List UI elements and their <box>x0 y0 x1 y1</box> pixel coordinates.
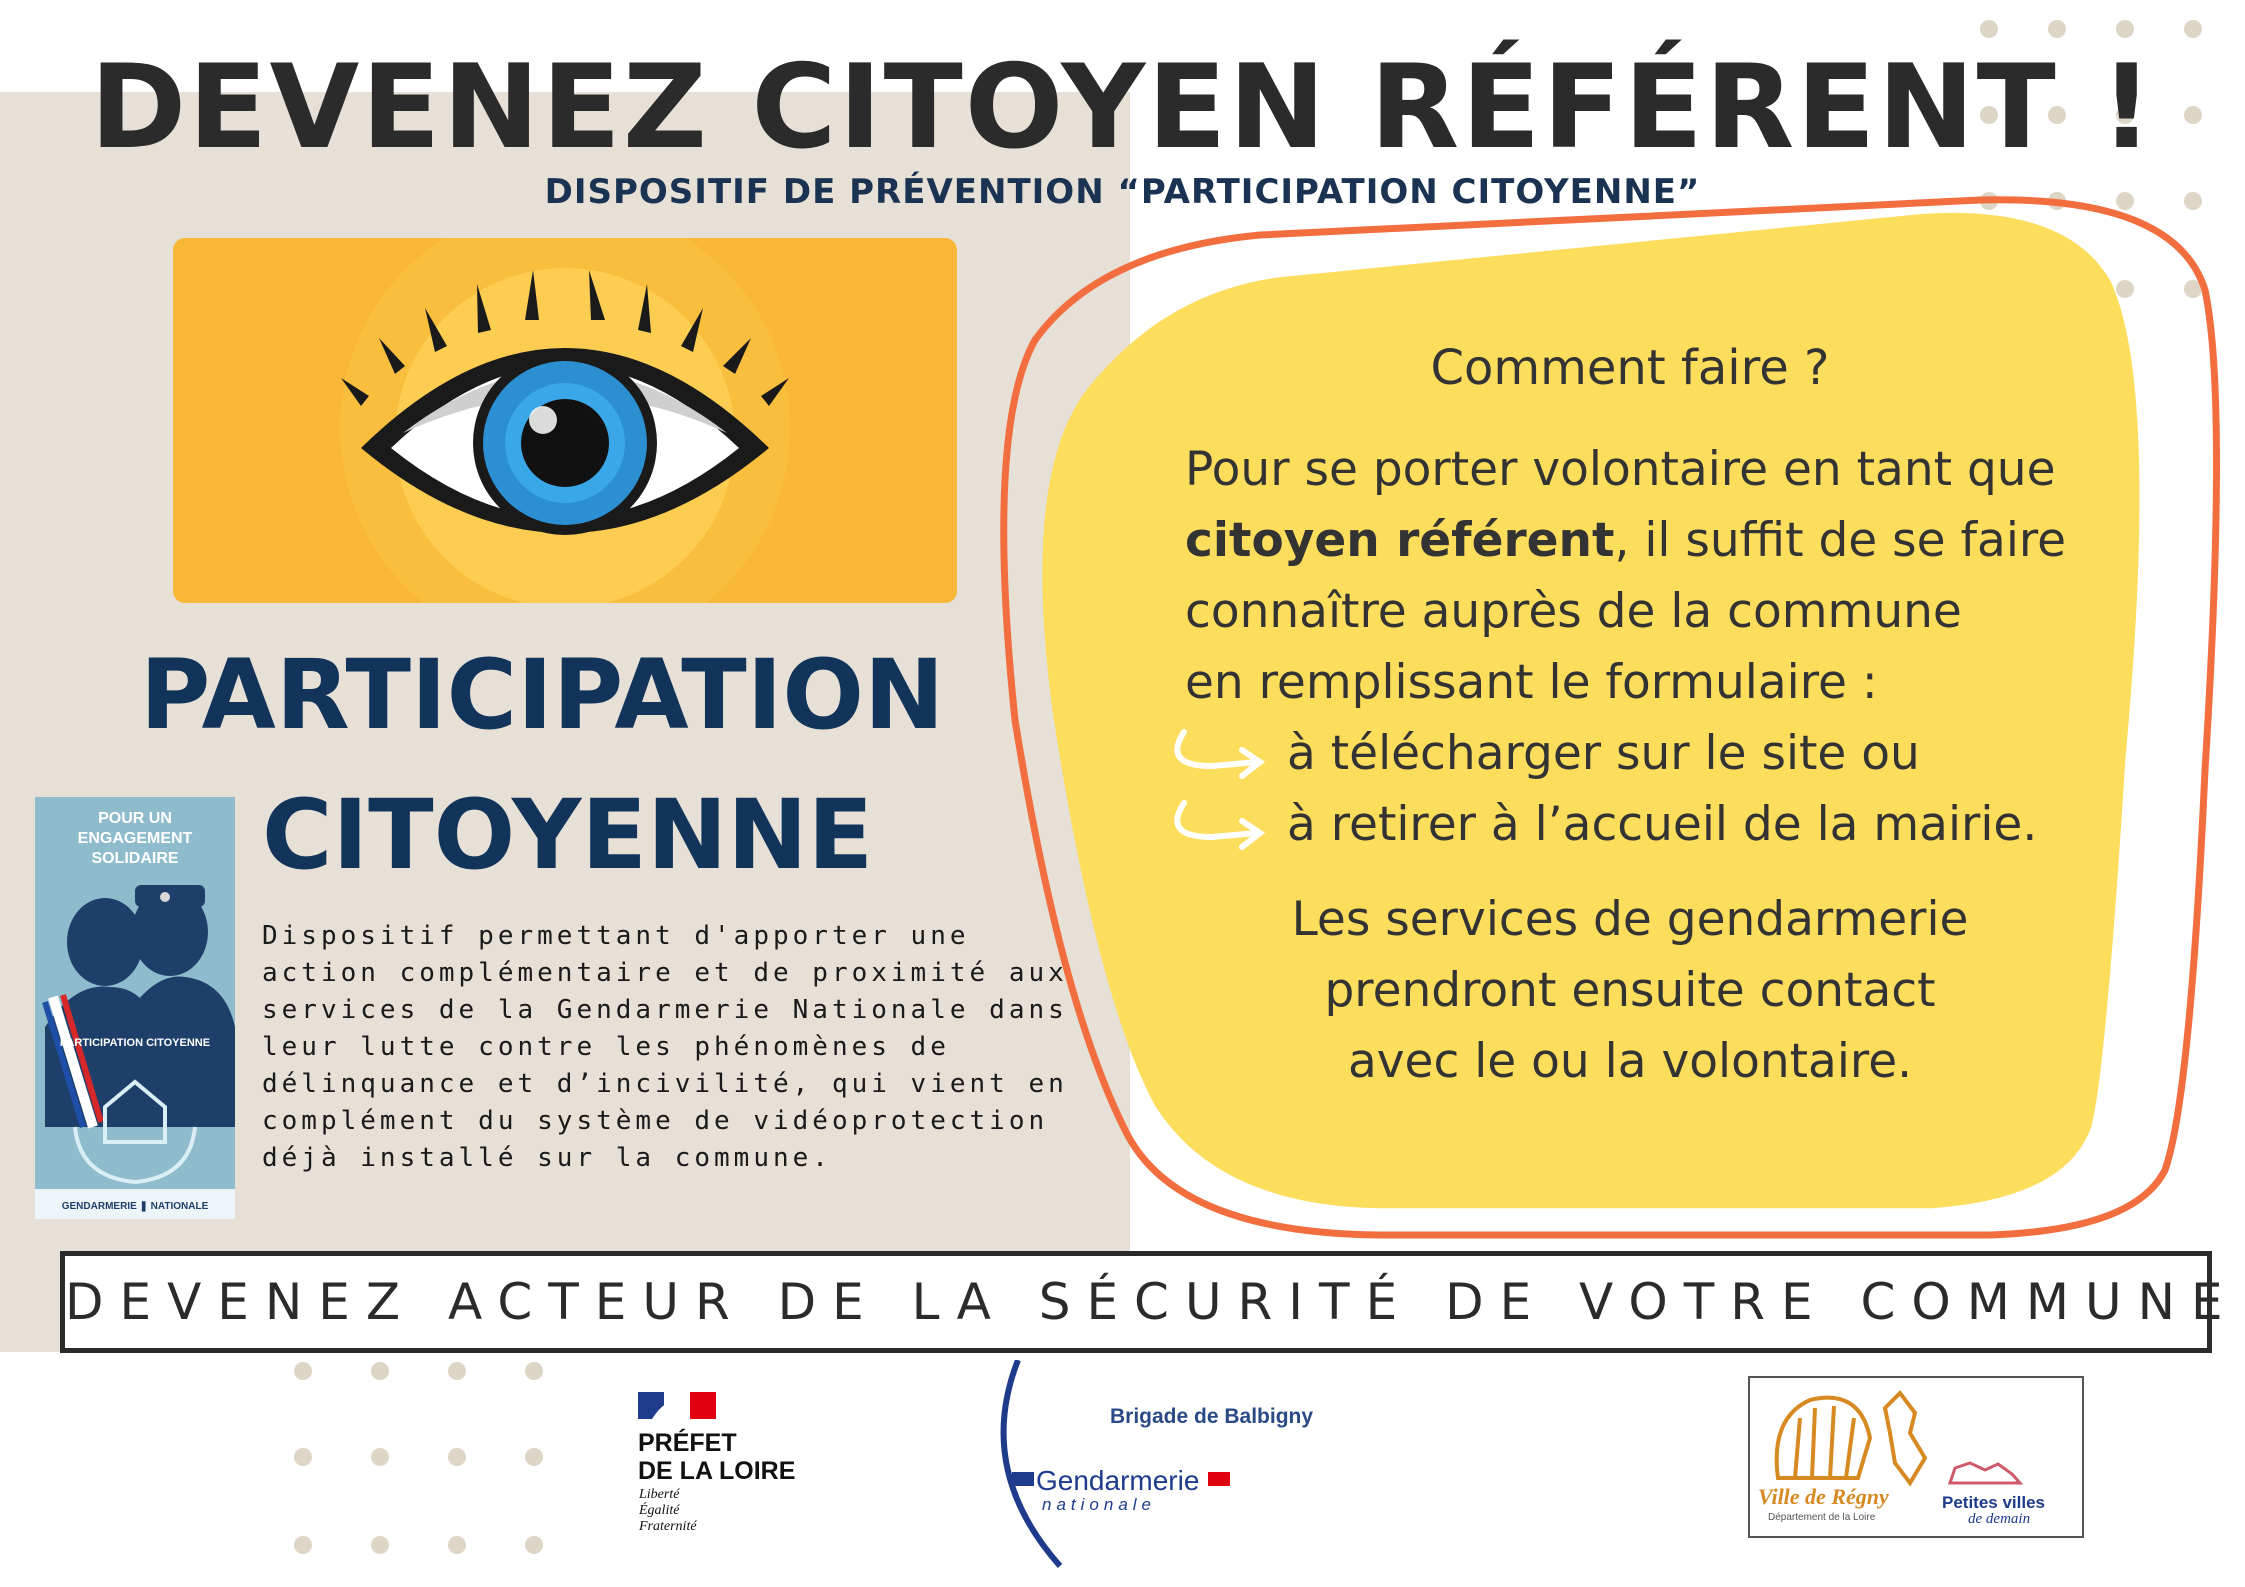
how-to-line3: connaître auprès de la commune <box>1185 584 1962 639</box>
call-to-action-banner <box>60 1251 2239 1353</box>
how-to-line1: Pour se porter volontaire en tant que <box>1185 442 2056 497</box>
how-to-line4: en remplissant le formulaire : <box>1185 655 1878 710</box>
how-to-line2-rest: , il suffit de se faire <box>1614 513 2067 568</box>
gendarmerie-logo <box>990 1360 1370 1570</box>
program-description: Dispositif permettant d'apporter une action complémentaire et de proximité aux services de la Gendarmerie Nationale dans leur lutte contre les phénomènes de délinquance et d’incivilité, qui vient en complément du système de vidéoprotection déjà installé sur la commune. <box>262 921 1068 1173</box>
how-to-closing3: avec le ou la volontaire. <box>1347 1034 1913 1089</box>
petites-villes-line1: Petites villes <box>1942 1493 2046 1512</box>
ville-de-regny-logo <box>1748 1376 2084 1538</box>
poster-headline-2: ENGAGEMENT <box>77 830 193 847</box>
nationale-wordmark: nationale <box>1042 1495 1157 1514</box>
prefet-logo <box>612 1365 837 1545</box>
how-to-bullet2-text: à retirer à l’accueil de la mairie. <box>1287 797 2038 852</box>
program-title-line2: CITOYENNE <box>262 779 874 891</box>
how-to-highlight: citoyen référent <box>1185 513 1615 568</box>
how-to-bullet1 <box>1287 718 2145 789</box>
curved-arrow-icon <box>1162 799 1272 854</box>
page-title: DEVENEZ CITOYEN RÉFÉRENT ! <box>89 40 2156 175</box>
how-to-bullet2 <box>1287 789 2145 860</box>
program-title-line1: PARTICIPATION <box>140 639 945 751</box>
how-to-closing1: Les services de gendarmerie <box>1291 892 1969 947</box>
banner-text: DEVENEZ ACTEUR DE LA SÉCURITÉ DE VOTRE COMMUNE <box>65 1273 2239 1331</box>
marianne-logo-icon <box>612 1365 837 1545</box>
page-subtitle: DISPOSITIF DE PRÉVENTION “PARTICIPATION CITOYENNE” <box>544 172 1701 212</box>
petites-villes-icon <box>1950 1463 2020 1483</box>
ville-name: Ville de Régny <box>1758 1484 1889 1509</box>
poster-footer: GENDARMERIE ❚ NATIONALE <box>61 1201 209 1212</box>
regny-shell-icon <box>1750 1378 2082 1536</box>
motto-liberte: Liberté <box>639 1487 680 1502</box>
how-to-block <box>1115 340 2145 1097</box>
prefet-line2: DE LA LOIRE <box>638 1457 796 1485</box>
how-to-closing2: prendront ensuite contact <box>1324 963 1936 1018</box>
gendarmerie-wordmark: Gendarmerie <box>1036 1465 1200 1496</box>
prefet-line1: PRÉFET <box>638 1429 737 1457</box>
curved-arrow-icon <box>1162 728 1272 783</box>
how-to-line2 <box>1185 505 2145 576</box>
how-to-bullet1-text: à télécharger sur le site ou <box>1287 726 1920 781</box>
gendarmerie-emblem-icon <box>990 1360 1370 1570</box>
departement-label: Département de la Loire <box>1768 1512 1876 1523</box>
poster-headline-1: POUR UN <box>98 810 172 827</box>
poster-headline-3: SOLIDAIRE <box>91 850 179 867</box>
how-to-question: Comment faire ? <box>1430 340 1830 396</box>
brigade-label: Brigade de Balbigny <box>1110 1405 1314 1428</box>
petites-villes-line2: de demain <box>1968 1511 2031 1527</box>
motto-egalite: Égalité <box>639 1503 680 1518</box>
motto-fraternite: Fraternité <box>639 1519 697 1534</box>
how-to-closing <box>1115 884 2145 1097</box>
poster-caption: PARTICIPATION CITOYENNE <box>59 1037 211 1049</box>
